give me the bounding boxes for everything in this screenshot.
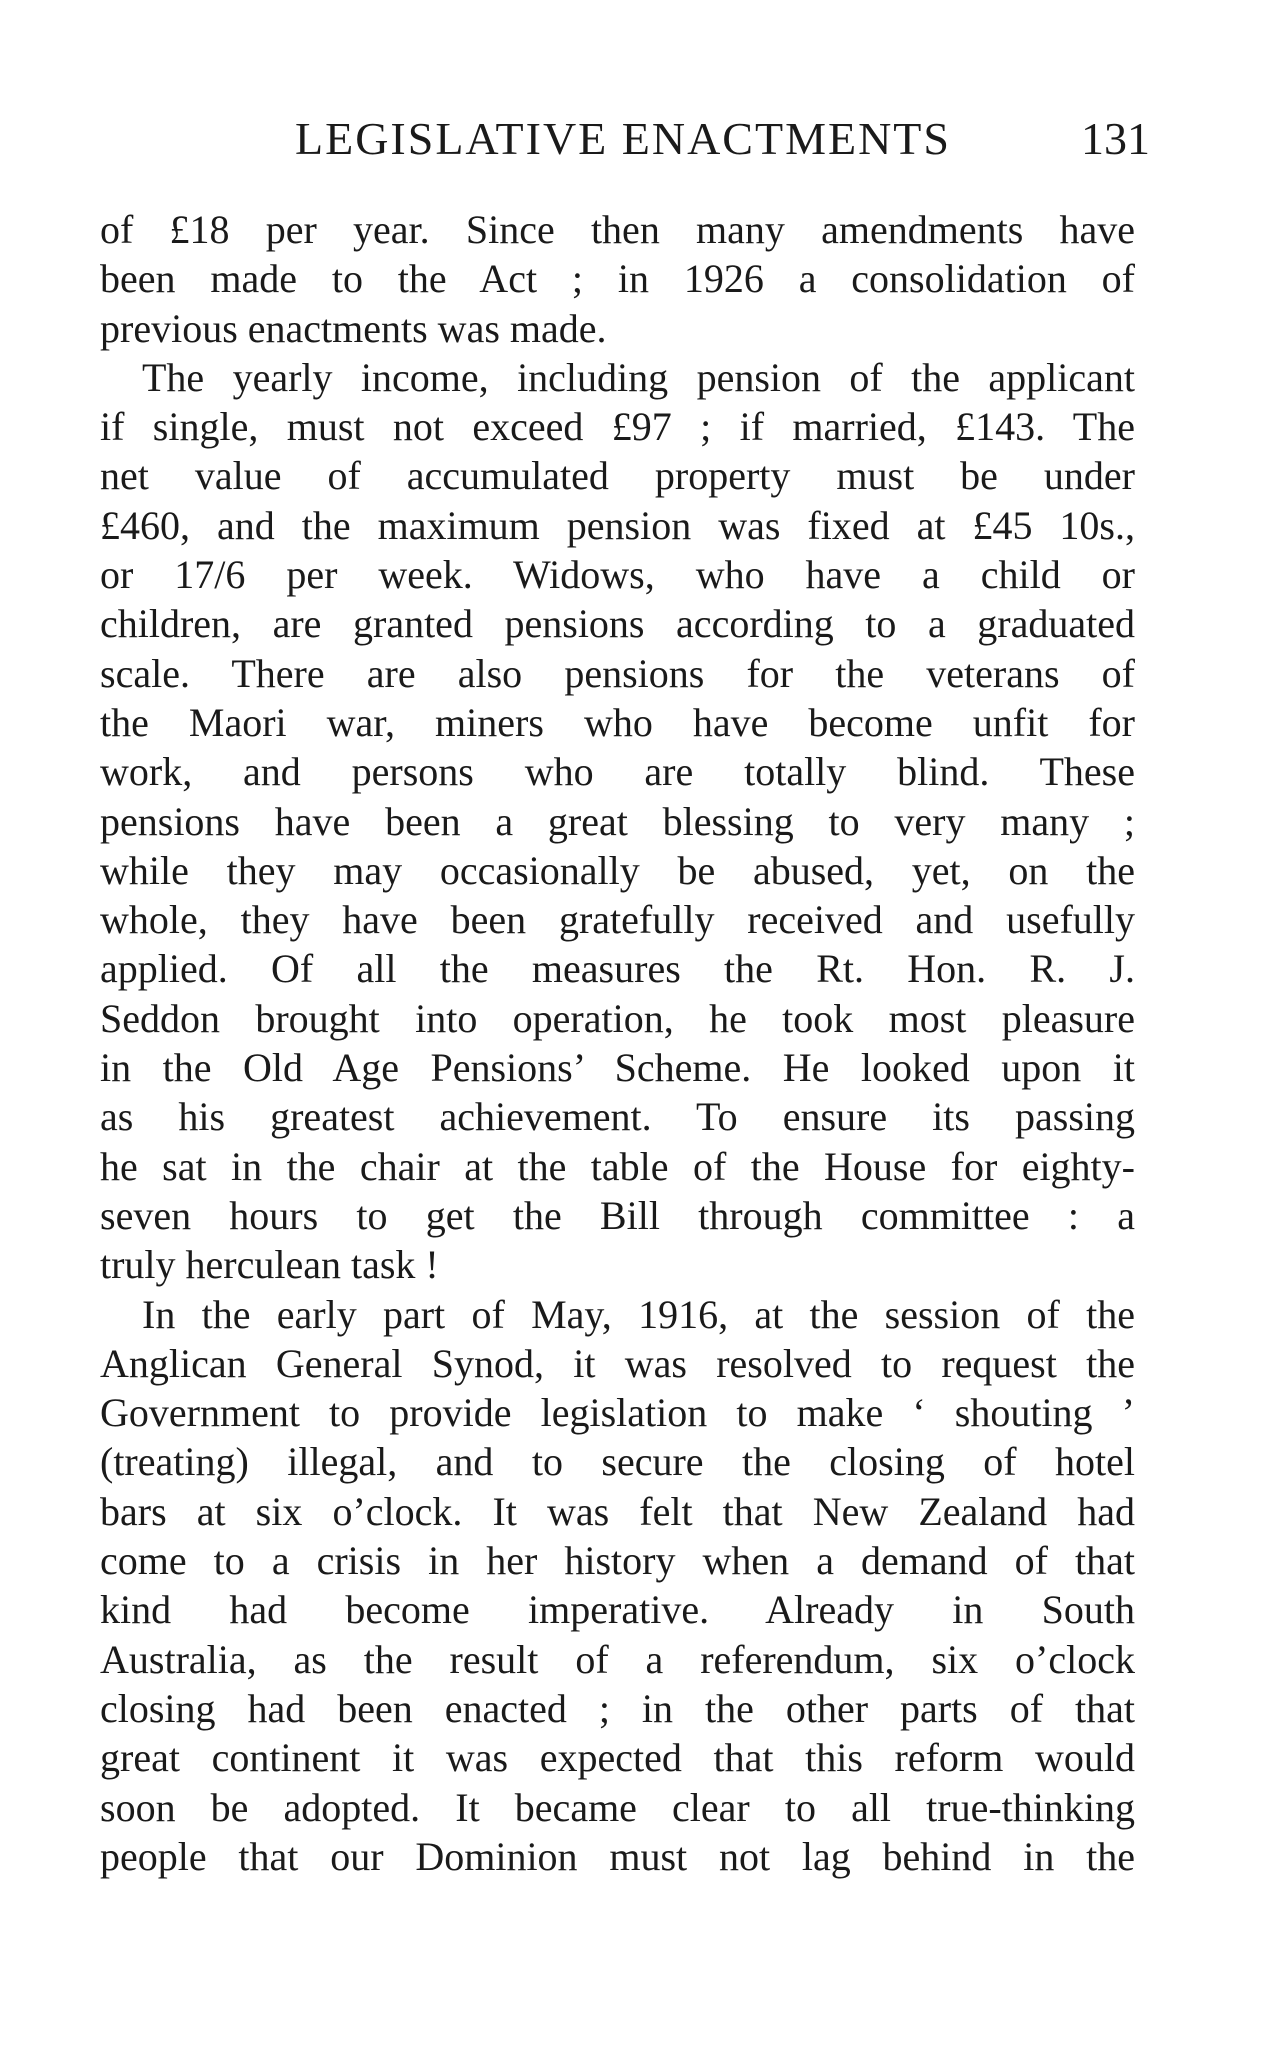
text-line: scale. There are also pensions for the veterans of: [100, 650, 1135, 696]
text-line: people that our Dominion must not lag behind in the: [100, 1833, 1135, 1879]
text-line: great continent it was expected that this reform would: [100, 1735, 1135, 1781]
paragraph-first-line: In the early part of May, 1916, at the session of the: [142, 1291, 1135, 1337]
running-head: [100, 112, 1150, 172]
text-line: closing had been enacted ; in the other parts of that: [100, 1685, 1135, 1731]
text-line: soon be adopted. It became clear to all true-thinking: [100, 1784, 1135, 1830]
text-line: been made to the Act ; in 1926 a consolidation of: [100, 256, 1135, 302]
text-line: of £18 per year. Since then many amendments have: [100, 207, 1135, 252]
text-line: Government to provide legislation to make ‘ shouting ’: [100, 1390, 1135, 1436]
text-line: £460, and the maximum pension was fixed at £45 10s.,: [100, 502, 1135, 548]
body-text: [100, 205, 1135, 1881]
text-line: as his greatest achievement. To ensure its passing: [100, 1094, 1135, 1140]
text-line: (treating) illegal, and to secure the closing of hotel: [100, 1439, 1135, 1485]
text-line: net value of accumulated property must be under: [100, 453, 1135, 499]
text-line: the Maori war, miners who have become unfit for: [100, 699, 1135, 745]
text-line: Anglican General Synod, it was resolved to request the: [100, 1340, 1135, 1386]
text-line: seven hours to get the Bill through committee : a: [100, 1192, 1135, 1238]
text-line: kind had become imperative. Already in South: [100, 1587, 1135, 1633]
text-line: applied. Of all the measures the Rt. Hon. R. J.: [100, 946, 1135, 992]
text-line: truly herculean task !: [100, 1242, 439, 1288]
text-line: or 17/6 per week. Widows, who have a child or: [100, 552, 1135, 598]
text-line: come to a crisis in her history when a demand of that: [100, 1538, 1135, 1584]
text-line: whole, they have been gratefully received and usefully: [100, 897, 1135, 943]
text-line: previous enactments was made.: [100, 305, 607, 351]
text-line: while they may occasionally be abused, yet, on the: [100, 847, 1135, 893]
page-number: 131: [1081, 113, 1150, 164]
paragraph-first-line: The yearly income, including pension of the applicant: [142, 354, 1135, 400]
text-line: children, are granted pensions according to a graduated: [100, 601, 1135, 647]
text-line: in the Old Age Pensions’ Scheme. He looked upon it: [100, 1045, 1135, 1091]
text-line: he sat in the chair at the table of the House for eighty-: [100, 1143, 1135, 1189]
text-line: Australia, as the result of a referendum, six o’clock: [100, 1636, 1135, 1682]
text-line: work, and persons who are totally blind. These: [100, 749, 1135, 795]
text-line: pensions have been a great blessing to very many ;: [100, 798, 1135, 844]
running-title: LEGISLATIVE ENACTMENTS: [295, 113, 951, 164]
text-line: if single, must not exceed £97 ; if married, £143. The: [100, 404, 1135, 450]
text-line: Seddon brought into operation, he took most pleasure: [100, 995, 1135, 1041]
text-line: bars at six o’clock. It was felt that New Zealand had: [100, 1488, 1135, 1534]
